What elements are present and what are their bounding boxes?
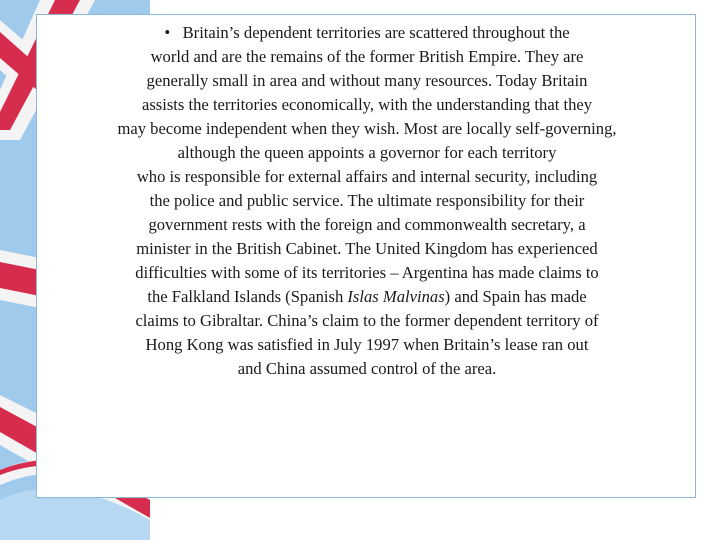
bullet-glyph: •	[164, 23, 171, 42]
text-line-14: Hong Kong was satisfied in July 1997 when Britain’s lease ran out	[145, 335, 589, 354]
text-line-9: government rests with the foreign and commonwealth secretary, a	[148, 215, 586, 234]
text-line-4: assists the territories economically, with the understanding that they	[141, 95, 593, 114]
text-line-3: generally small in area and without many resources. Today Britain	[146, 71, 588, 90]
italic-term: Islas Malvinas	[347, 287, 445, 306]
text-line-7: who is responsible for external affairs and internal security, including	[136, 167, 598, 186]
body-paragraph	[37, 21, 697, 381]
text-line-10: minister in the British Cabinet. The United Kingdom has experienced	[136, 239, 598, 258]
text-line-12: the Falkland Islands (Spanish Islas Malvinas) and Spain has made	[147, 287, 587, 306]
text-line-15: and China assumed control of the area.	[237, 359, 497, 378]
slide-content-frame	[36, 14, 696, 498]
text-line-5: may become independent when they wish. Most are locally self-governing,	[117, 119, 617, 138]
text-line-6: although the queen appoints a governor for each territory	[177, 143, 557, 162]
text-line-2: world and are the remains of the former British Empire. They are	[150, 47, 584, 66]
text-line-8: the police and public service. The ultimate responsibility for their	[149, 191, 585, 210]
text-line-13: claims to Gibraltar. China’s claim to the former dependent territory of	[135, 311, 599, 330]
text-line-11: difficulties with some of its territories – Argentina has made claims to	[135, 263, 599, 282]
text-line-1: • Britain’s dependent territories are scattered throughout the	[164, 23, 570, 42]
